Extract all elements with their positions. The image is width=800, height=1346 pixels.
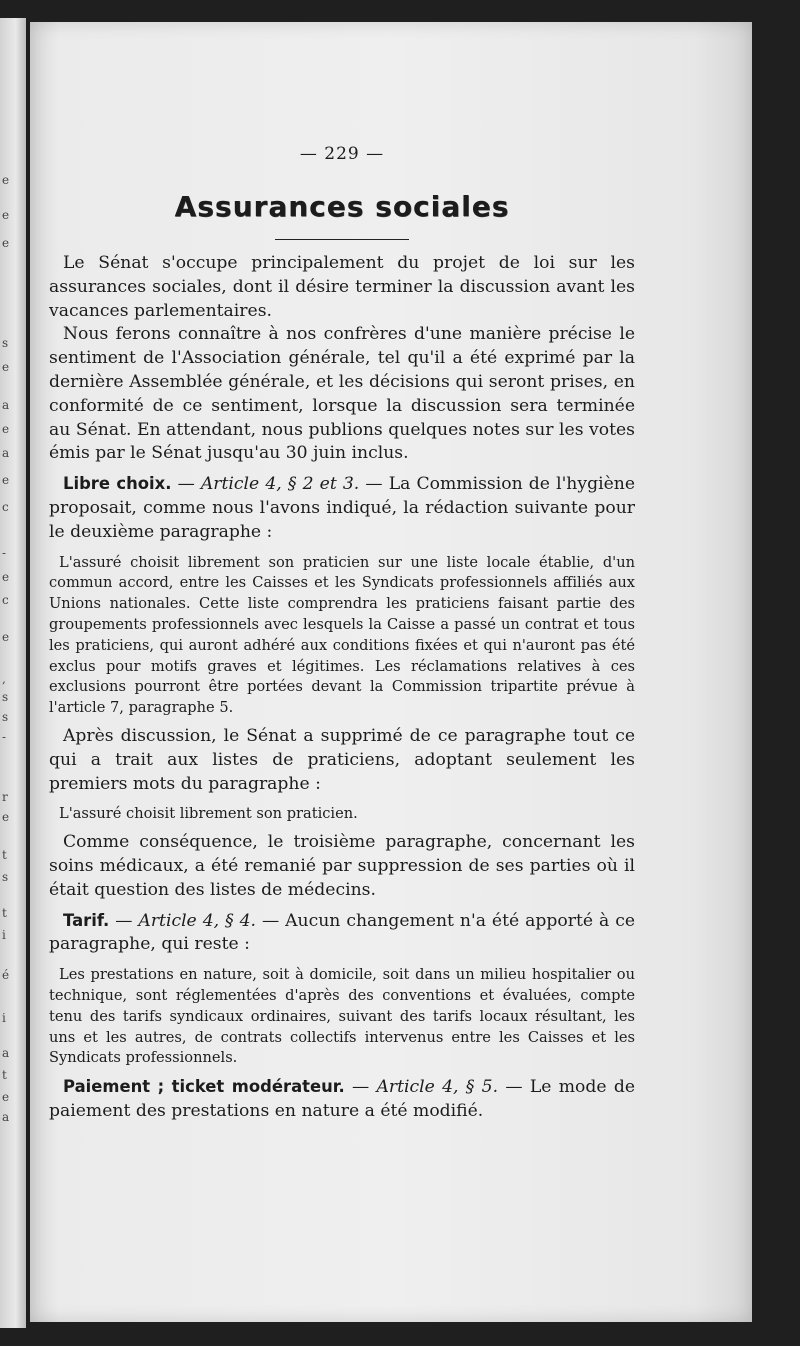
margin-char: a — [2, 1046, 10, 1060]
margin-char: , — [2, 672, 6, 686]
quoted-text-block — [49, 553, 635, 719]
margin-char: é — [2, 968, 10, 982]
margin-char: t — [2, 848, 7, 862]
paiement-paragraph — [49, 1075, 635, 1124]
quote-libre-choix: L'assuré choisit librement son praticien. — [59, 805, 358, 823]
margin-char: e — [2, 630, 10, 644]
margin-char: t — [2, 906, 7, 920]
margin-char: e — [2, 360, 10, 374]
libre-choix-heading: Libre choix. — [63, 474, 172, 494]
article-body — [49, 252, 635, 1124]
paiement-heading: Paiement ; ticket modérateur. — [63, 1077, 345, 1097]
margin-char: i — [2, 928, 6, 942]
margin-char: a — [2, 446, 10, 460]
page-number: — 229 — — [299, 144, 385, 164]
margin-char: r — [2, 790, 8, 804]
margin-char: e — [2, 236, 10, 250]
margin-char: c — [2, 500, 9, 514]
margin-char: s — [2, 336, 9, 350]
previous-page-edge — [0, 18, 26, 1328]
libre-choix-paragraph — [49, 472, 635, 544]
paragraph-text: — Aucun changement n'a été apporté à ce paragraphe, qui reste : — [49, 910, 635, 955]
senat-discussion-paragraph: Après discussion, le Sénat a supprimé de ce paragraphe tout ce qui a trait aux listes de praticiens, adoptant seulement les premiers mots du paragraphe : — [49, 725, 635, 794]
quoted-text-block — [49, 965, 635, 1069]
margin-char: e — [2, 422, 10, 436]
paragraph-text: — Le mode de paiement des prestations en nature a été modifié. — [49, 1077, 635, 1121]
margin-char: a — [2, 398, 10, 412]
margin-char: e — [2, 570, 10, 584]
margin-char: - — [2, 730, 7, 744]
tarif-paragraph — [49, 909, 635, 958]
quoted-text-block — [49, 804, 635, 825]
margin-char: e — [2, 473, 10, 487]
margin-char: s — [2, 690, 9, 704]
margin-char: i — [2, 1011, 6, 1025]
article-reference: Article 4, § 4. — [138, 910, 257, 931]
margin-char: e — [2, 1090, 10, 1104]
quote-prestations: Les prestations en nature, soit à domicile, soit dans un milieu hospitalier ou technique, sont réglementées d'après des conventions et évaluées, compte tenu des tarifs syndicaux ordinaires, suivant des tarifs locaux résultant, les uns et les autres, de contrats collectifs intervenus entre les Caisses et les Syndicats professionnels. — [49, 966, 635, 1067]
tarif-heading: Tarif. — [63, 910, 110, 930]
page-content — [49, 22, 635, 1124]
article-reference: Article 4, § 2 et 3. — [200, 474, 360, 495]
quote-commission: L'assuré choisit librement son praticien sur une liste locale établie, d'un commun accord, entre les Caisses et les Syndicats professionnels affiliés aux Unions nationales. Cette liste comprendra les praticiens faisant partie des groupements professionnels avec lesquels la Caisse a passé un contrat et tous les praticiens, qui auront adhéré aux conditions fixées et qui n'auront pas été exclus pour motifs graves et légitimes. Les réclamations relatives à ces exclusions pourront être portées devant la Commission tripartite prévue à l'article 7, paragraphe 5. — [49, 553, 635, 717]
margin-char: c — [2, 593, 9, 607]
margin-char: s — [2, 870, 9, 884]
dash-separator: — — [109, 910, 139, 931]
article-reference: Article 4, § 5. — [376, 1077, 499, 1098]
consequence-paragraph: Comme conséquence, le troisième paragraphe, concernant les soins médicaux, a été remanié par suppression de ses parties où il était question des listes de médecins. — [49, 832, 635, 900]
margin-char: e — [2, 208, 10, 222]
margin-char: a — [2, 1110, 10, 1124]
margin-char: - — [2, 546, 7, 560]
intro-paragraph: Le Sénat s'occupe principalement du projet de loi sur les assurances sociales, dont il désire terminer la discussion avant les vacances parlementaires. — [49, 253, 635, 321]
page-title: Assurances sociales — [174, 190, 510, 223]
dash-separator: — — [171, 474, 201, 495]
book-page — [30, 22, 752, 1322]
margin-char: t — [2, 1068, 7, 1082]
margin-char: e — [2, 810, 10, 824]
paragraph-text: — La Commission de l'hygiène proposait, comme nous l'avons indiqué, la rédaction suivante pour le deuxième paragraphe : — [49, 474, 635, 542]
margin-char: e — [2, 173, 10, 187]
dash-separator: — — [344, 1077, 377, 1098]
association-paragraph: Nous ferons connaître à nos confrères d'une manière précise le sentiment de l'Association générale, tel qu'il a été exprimé par la dernière Assemblée générale, et les décisions qui seront prises, en conformité de ce sentiment, lorsque la discussion sera terminée au Sénat. En attendant, nous publions quelques notes sur les votes émis par le Sénat jusqu'au 30 juin inclus. — [49, 324, 635, 464]
title-rule — [275, 239, 409, 240]
margin-char: s — [2, 710, 9, 724]
